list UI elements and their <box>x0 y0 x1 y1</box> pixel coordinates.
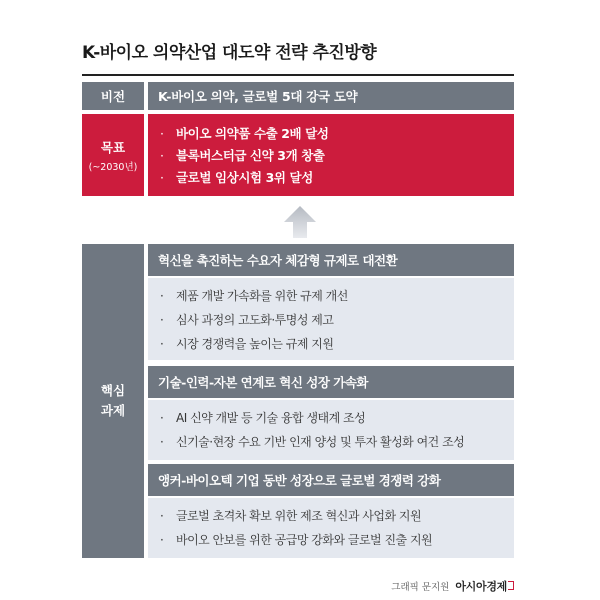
task-heading-competitiveness: 앵커-바이오텍 기업 동반 성장으로 글로벌 경쟁력 강화 <box>148 464 514 496</box>
task-item: · 제품 개발 가속화를 위한 규제 개선 <box>160 284 514 308</box>
title-divider <box>82 74 514 76</box>
vision-label: 비전 <box>82 82 144 110</box>
bullet-icon: · <box>160 126 164 141</box>
vision-text: K-바이오 의약, 글로벌 5대 강국 도약 <box>148 82 514 110</box>
bullet-icon: · <box>160 289 164 303</box>
task-item: · 바이오 안보를 위한 공급망 강화와 글로벌 진출 지원 <box>160 528 514 552</box>
task-item: · AI 신약 개발 등 기술 융합 생태계 조성 <box>160 406 514 430</box>
bullet-icon: · <box>160 148 164 163</box>
goal-item: · 글로벌 임상시험 3위 달성 <box>160 167 514 189</box>
task-list-growth <box>148 400 514 460</box>
task-heading-growth: 기술-인력-자본 연계로 혁신 성장 가속화 <box>148 366 514 398</box>
credit-text: 그래픽 문지원 <box>391 582 450 593</box>
brand-logo: 아시아경제 <box>455 578 514 594</box>
goal-list <box>148 114 514 196</box>
bullet-icon: · <box>160 170 164 185</box>
goal-label-period: (~2030년) <box>88 161 138 173</box>
bullet-icon: · <box>160 411 164 425</box>
task-item: · 심사 과정의 고도화·투명성 제고 <box>160 308 514 332</box>
task-list-competitiveness <box>148 498 514 558</box>
up-arrow-icon <box>280 204 320 240</box>
core-tasks-label <box>82 244 144 558</box>
task-heading-regulation: 혁신을 촉진하는 수요자 체감형 규제로 대전환 <box>148 244 514 276</box>
goal-label <box>82 114 144 196</box>
bullet-icon: · <box>160 337 164 351</box>
bullet-icon: · <box>160 313 164 327</box>
core-label-line1: 핵심 <box>100 383 126 398</box>
bullet-icon: · <box>160 509 164 523</box>
goal-item: · 바이오 의약품 수출 2배 달성 <box>160 123 514 145</box>
bullet-icon: · <box>160 435 164 449</box>
core-label-line2: 과제 <box>100 403 126 418</box>
task-item: · 신기술·현장 수요 기반 인재 양성 및 투자 활성화 여건 조성 <box>160 430 514 454</box>
brand-mark-icon <box>508 581 514 590</box>
credit-line <box>391 578 514 594</box>
task-item: · 글로벌 초격차 확보 위한 제조 혁신과 사업화 지원 <box>160 504 514 528</box>
task-item: · 시장 경쟁력을 높이는 규제 지원 <box>160 332 514 356</box>
goal-label-main: 목표 <box>100 139 126 155</box>
bullet-icon: · <box>160 533 164 547</box>
task-list-regulation <box>148 278 514 360</box>
goal-item: · 블록버스터급 신약 3개 창출 <box>160 145 514 167</box>
page-title: K-바이오 의약산업 대도약 전략 추진방향 <box>82 43 377 63</box>
